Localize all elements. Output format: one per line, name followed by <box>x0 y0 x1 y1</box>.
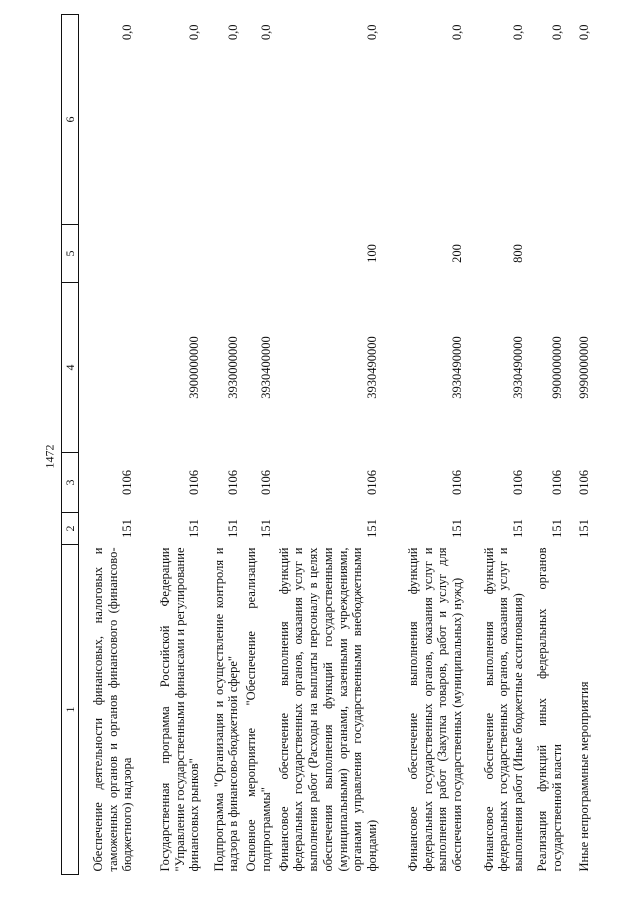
row-c6: 0,0 <box>120 24 135 41</box>
row-c2: 151 <box>550 519 564 538</box>
row-c3: 0106 <box>450 470 464 495</box>
rotated-page <box>61 15 616 875</box>
table-row <box>529 15 568 875</box>
row-name: Финансовое обеспечение выполнения функций федеральных государственных органов, оказания услуг и выполнения работ (Иные бюджетные ассигнования) <box>481 547 525 872</box>
row-name: Финансовое обеспечение выполнения функций федеральных государственных органов, оказания услуг и выполнения работ (Расходы на выплаты персоналу в целях обеспечения выполнения функций государственными (муниципальными) органами, казенными учреждениями, органами управления государственными внебюджетными фондами) <box>276 547 379 872</box>
table-row <box>79 15 139 875</box>
row-c5: 100 <box>365 244 379 263</box>
row-c2: 151 <box>187 519 202 538</box>
row-c5 <box>138 225 205 283</box>
header-cell: 6 <box>62 15 79 225</box>
row-c4: 3930400000 <box>258 336 273 399</box>
row-c5: 800 <box>511 244 525 263</box>
row-c4 <box>79 283 139 453</box>
table-row <box>205 15 244 875</box>
header-cell: 2 <box>62 513 79 545</box>
row-c4: 9900000000 <box>550 336 564 399</box>
table-row <box>383 15 468 875</box>
row-c6: 0,0 <box>511 24 525 41</box>
row-c6: 0,0 <box>365 24 379 41</box>
row-c3: 0106 <box>577 470 591 495</box>
row-c3: 0106 <box>365 470 379 495</box>
budget-table <box>61 14 595 875</box>
row-name: Основное мероприятие "Обеспечение реализации подпрограммы" <box>244 547 273 872</box>
row-c6: 0,0 <box>450 24 464 41</box>
row-c2: 151 <box>511 519 525 538</box>
row-c5 <box>529 225 568 283</box>
row-c3: 0106 <box>226 470 241 495</box>
page-number: 1472 <box>42 444 57 469</box>
row-c2: 151 <box>258 519 273 538</box>
header-row <box>62 15 79 875</box>
table-row <box>468 15 529 875</box>
row-c3: 0106 <box>550 470 564 495</box>
table-row <box>568 15 595 875</box>
row-name: Обеспечение деятельности финансовых, налоговых и таможенных органов и органов финансового (финансово-бюджетного) надзора <box>90 547 135 872</box>
table-row <box>138 15 205 875</box>
row-c3: 0106 <box>511 470 525 495</box>
row-c6: 0,0 <box>550 24 564 41</box>
row-c6: 0,0 <box>187 24 202 41</box>
row-c3: 0106 <box>120 470 135 495</box>
row-name: Подпрограмма "Организация и осуществление контроля и надзора в финансово-бюджетной сфере" <box>211 547 241 872</box>
row-c4: 3900000000 <box>187 336 202 399</box>
row-c3: 0106 <box>187 470 202 495</box>
row-c4: 3930490000 <box>511 336 525 399</box>
header-cell: 3 <box>62 453 79 513</box>
row-c4: 3930490000 <box>450 336 464 399</box>
row-c5: 200 <box>450 244 464 263</box>
row-c4: 3930000000 <box>226 336 241 399</box>
row-c2: 151 <box>120 519 135 538</box>
row-c6: 0,0 <box>258 24 273 41</box>
header-cell: 5 <box>62 225 79 283</box>
row-c4: 3930490000 <box>365 336 379 399</box>
table-row <box>244 15 277 875</box>
row-c6: 0,0 <box>577 24 591 41</box>
row-c2: 151 <box>450 519 464 538</box>
row-c5 <box>205 225 244 283</box>
row-name: Иные непрограммные мероприятия <box>577 681 591 872</box>
row-c2: 151 <box>577 519 591 538</box>
row-c2: 151 <box>365 519 379 538</box>
row-c3: 0106 <box>258 470 273 495</box>
row-name: Государственная программа Российской Федерации "Управление государственными финансами и регулирование финансовых рынков" <box>157 547 202 872</box>
header-cell: 1 <box>62 545 79 875</box>
row-c5 <box>79 225 139 283</box>
row-name: Реализация функций иных федеральных органов государственной власти <box>535 547 564 872</box>
row-c6: 0,0 <box>226 24 241 41</box>
row-c2: 151 <box>226 519 241 538</box>
row-c5 <box>568 225 595 283</box>
table-row <box>277 15 383 875</box>
header-cell: 4 <box>62 283 79 453</box>
row-c4: 9990000000 <box>577 336 591 399</box>
row-c5 <box>244 225 277 283</box>
row-name: Финансовое обеспечение выполнения функций федеральных государственных органов, оказания услуг и выполнения работ (Закупка товаров, работ и услуг для обеспечения государственных (муниципальных) нужд) <box>405 547 464 872</box>
